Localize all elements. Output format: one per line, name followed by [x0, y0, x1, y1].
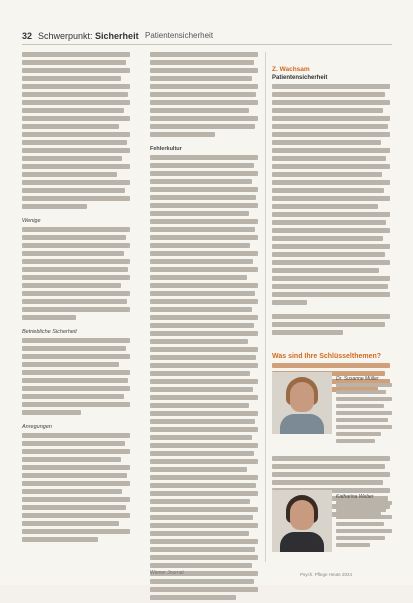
caption-name: Katharina Weber [336, 494, 374, 500]
subheading: Fehlerkultur [150, 146, 182, 152]
author-photo [272, 490, 332, 552]
box-subtitle: Patientensicherheit [272, 75, 328, 81]
page-number: 32 [22, 31, 33, 41]
section-subtitle: Patientensicherheit [145, 31, 214, 40]
footer-left: Wiener Journal [150, 570, 184, 576]
caption-name: Dr. Susanne Müller [336, 376, 379, 382]
text-column-2 [150, 52, 258, 603]
column-divider [265, 52, 266, 562]
author-photo [272, 372, 332, 434]
sidebar-column [272, 52, 390, 395]
subheading: Wenige [22, 218, 41, 224]
subheading: Anregungen [22, 424, 52, 430]
text-column-1 [22, 52, 130, 545]
subheading: Betriebliche Sicherheit [22, 329, 77, 335]
section-name: Sicherheit [95, 31, 139, 41]
section-prefix: Schwerpunkt: [38, 31, 93, 41]
photo-caption [336, 376, 392, 446]
section-title [38, 31, 139, 41]
header-divider [22, 44, 392, 45]
box-title: Z. Wachsam [272, 66, 310, 73]
quote-heading: Was sind Ihre Schlüsselthemen? [272, 353, 382, 360]
page-header [22, 30, 392, 44]
footer-right: Psych. Pflege Heute 2024 [300, 572, 353, 577]
photo-caption [336, 494, 392, 550]
